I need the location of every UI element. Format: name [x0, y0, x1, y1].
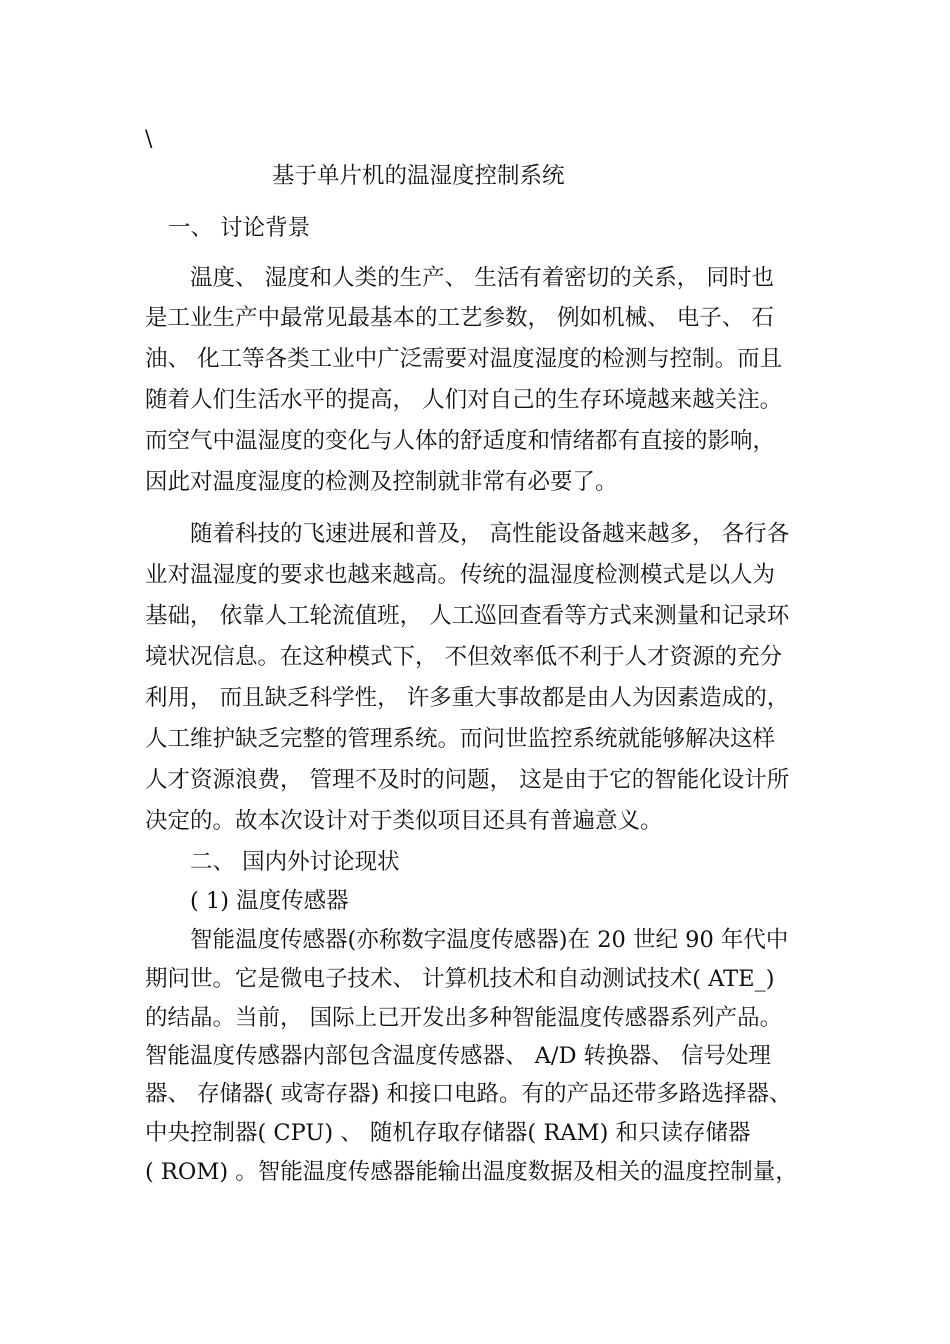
paragraph-2-line: 决定的。故本次设计对于类似项目还具有普遍意义。	[145, 808, 663, 834]
paragraph-3-line: 的结晶。当前， 国际上已开发出多种智能温度传感器系列产品。	[145, 1005, 783, 1031]
paragraph-3-line: 中央控制器( CPU) 、 随机存取存储器( RAM) 和只读存储器	[145, 1120, 751, 1146]
paragraph-3-line: ( ROM) 。智能温度传感器能输出温度数据及相关的温度控制量，	[145, 1159, 798, 1185]
stray-mark: \	[145, 127, 153, 152]
paragraph-2-line: 利用， 而且缺乏科学性， 许多重大事故都是由人为因素造成的，	[145, 685, 790, 711]
paragraph-2-line: 人工维护缺乏完整的管理系统。而问世监控系统就能够解决这样	[145, 726, 776, 752]
paragraph-1-line: 随着人们生活水平的提高， 人们对自己的生存环境越来越关注。	[145, 387, 783, 413]
paragraph-3-line: 智能温度传感器内部包含温度传感器、 A/D 转换器、 信号处理	[145, 1043, 771, 1069]
section-heading-status: 二、 国内外讨论现状	[190, 849, 400, 875]
paragraph-2-line: 业对温湿度的要求也越来越高。传统的温湿度检测模式是以人为	[145, 562, 776, 588]
paragraph-2-line: 境状况信息。在这种模式下， 不但效率低不利于人才资源的充分	[145, 644, 783, 670]
paragraph-2-line: 人才资源浪费， 管理不及时的问题， 这是由于它的智能化设计所	[145, 767, 790, 793]
paragraph-1-line: 油、 化工等各类工业中广泛需要对温度湿度的检测与控制。而且	[145, 346, 783, 372]
paragraph-3-line: 期问世。它是微电子技术、 计算机技术和自动测试技术( ATE_)	[145, 966, 775, 992]
paragraph-3-line: 智能温度传感器(亦称数字温度传感器)在 20 世纪 90 年代中	[190, 927, 789, 953]
paragraph-2-line: 随着科技的飞速进展和普及， 高性能设备越来越多， 各行各	[190, 521, 790, 547]
paragraph-1-line: 而空气中温湿度的变化与人体的舒适度和情绪都有直接的影响，	[145, 428, 776, 454]
subsection-heading-temperature-sensor: ( 1) 温度传感器	[190, 888, 349, 914]
section-heading-background: 一、 讨论背景	[168, 215, 311, 241]
paragraph-2-line: 基础， 依靠人工轮流值班， 人工巡回查看等方式来测量和记录环	[145, 603, 790, 629]
paragraph-1-line: 是工业生产中最常见最基本的工艺参数， 例如机械、 电子、 石	[145, 305, 774, 331]
paragraph-1-line: 因此对温度湿度的检测及控制就非常有必要了。	[145, 469, 618, 495]
document-title: 基于单片机的温湿度控制系统	[272, 163, 565, 189]
paragraph-3-line: 器、 存储器( 或寄存器) 和接口电路。有的产品还带多路选择器、	[145, 1081, 792, 1107]
paragraph-1-line: 温度、 湿度和人类的生产、 生活有着密切的关系， 同时也	[190, 265, 774, 291]
